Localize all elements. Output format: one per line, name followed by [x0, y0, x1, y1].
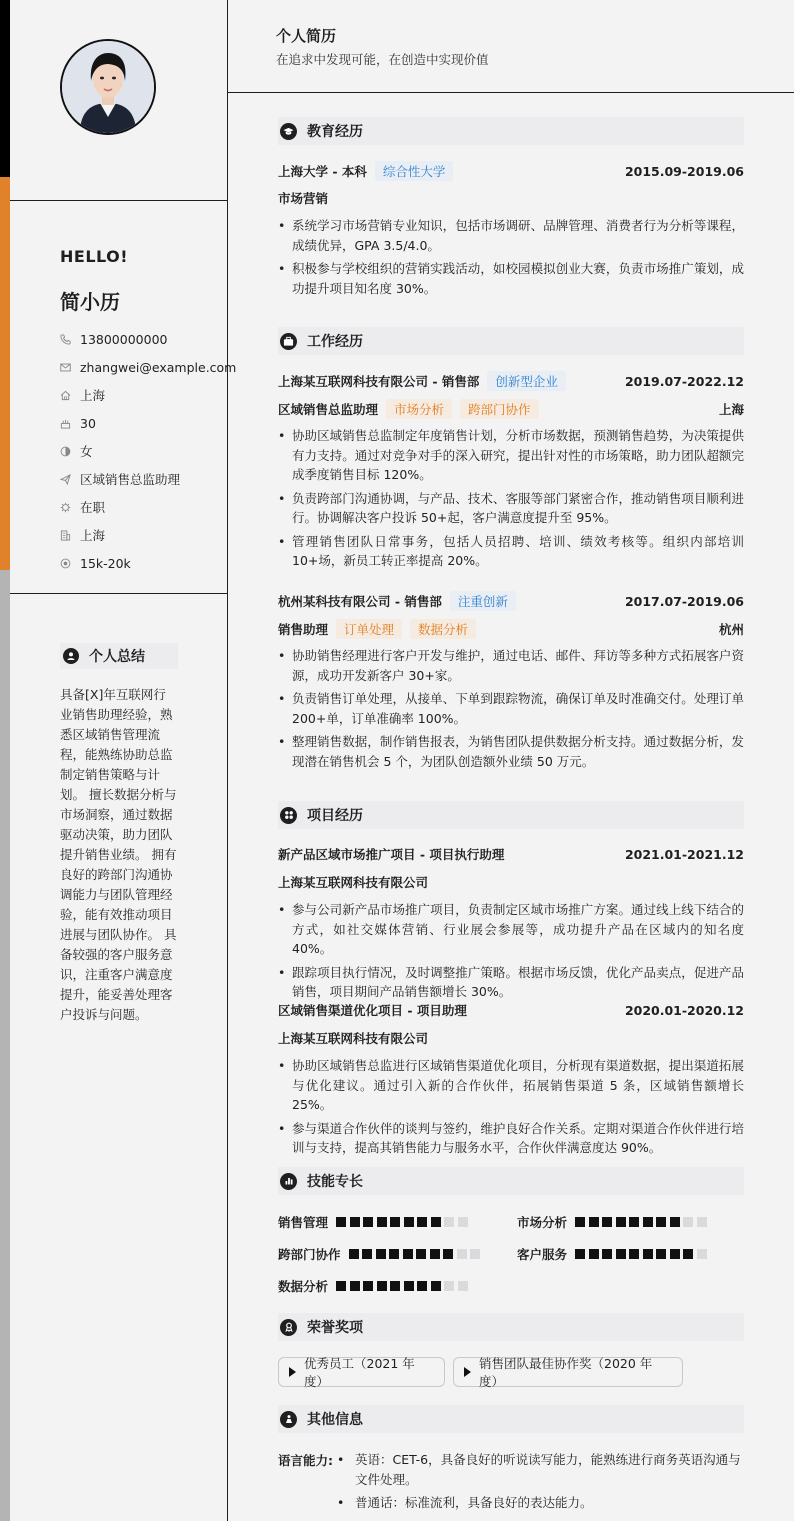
skill-item [278, 1213, 471, 1231]
projects-title: 项目经历 [307, 808, 363, 824]
summary-text: 具备[X]年互联网行业销售助理经验，熟悉区域销售管理流程，能熟练协助总监制定销售策略与计划。 擅长数据分析与市场洞察，通过数据驱动决策，助力团队提升销售业绩。 拥有良好的跨部门沟通协调能力与团队管理经验，能有效推动项目进展与团队协作。 具备较强的客户服务意识，注重客户满意度提升，能妥善处理客户投诉与问题。 [60, 687, 177, 1022]
skill-block-filled [363, 1281, 373, 1291]
job-2-role-row [278, 619, 744, 639]
skill-name: 跨部门协作 [278, 1247, 341, 1262]
home-icon [60, 390, 71, 401]
skill-block-filled [404, 1217, 414, 1227]
page-header [228, 0, 794, 93]
skill-block-filled [377, 1281, 387, 1291]
project-2-company-row [278, 1029, 744, 1047]
work-city-text: 上海 [80, 528, 106, 543]
job-2-company: 杭州某科技有限公司 - 销售部 [278, 594, 442, 609]
skill-name: 市场分析 [517, 1215, 568, 1230]
school-tag: 综合性大学 [375, 161, 454, 181]
skill-level-bar [575, 1249, 710, 1259]
person-name: 简小历 [60, 290, 120, 314]
skill-block-filled [683, 1249, 693, 1259]
skill-block-empty [457, 1249, 467, 1259]
info-row-status [60, 493, 225, 521]
skills-heading [278, 1167, 744, 1195]
other-heading [278, 1405, 744, 1433]
skill-block-filled [417, 1217, 427, 1227]
skill-block-filled [377, 1217, 387, 1227]
skill-block-filled [656, 1249, 666, 1259]
page-subtitle: 在追求中发现可能，在创造中实现价值 [276, 52, 489, 67]
job-2-bullets [278, 646, 744, 775]
education-date: 2015.09-2019.06 [624, 163, 744, 179]
project-1-company: 上海某互联网科技有限公司 [278, 875, 429, 890]
grid-icon [280, 807, 297, 824]
list-item: • 协助区域销售总监进行区域销售渠道优化项目，分析现有渠道数据，提出渠道拓展与优化建议。通过引入新的合作伙伴，拓展销售渠道 5 条，区域销售额增长 25%。 [278, 1056, 744, 1115]
user-icon [63, 648, 79, 664]
project-1-company-row [278, 873, 744, 891]
skill-block-filled [589, 1249, 599, 1259]
accent-bar-black [0, 0, 10, 177]
skill-block-filled [404, 1281, 414, 1291]
skill-block-empty [470, 1249, 480, 1259]
skill-item [517, 1245, 710, 1263]
skill-block-filled [390, 1217, 400, 1227]
skill-block-filled [389, 1249, 399, 1259]
avatar-portrait [62, 41, 154, 133]
age-text: 30 [80, 415, 96, 431]
skill-block-filled [349, 1249, 359, 1259]
status-icon [60, 502, 71, 513]
hello-heading: HELLO! [60, 247, 129, 266]
skill-block-filled [575, 1217, 585, 1227]
other-title: 其他信息 [307, 1412, 363, 1428]
send-icon [60, 474, 71, 485]
list-item: • 系统学习市场营销专业知识，包括市场调研、品牌管理、消费者行为分析等课程，成绩优异，GPA 3.5/4.0。 [278, 216, 744, 255]
skill-block-filled [350, 1281, 360, 1291]
info-row-city [60, 381, 225, 409]
phone-text: 13800000000 [80, 331, 168, 347]
project-2-company: 上海某互联网科技有限公司 [278, 1031, 429, 1046]
skill-block-filled [336, 1217, 346, 1227]
gender-text: 女 [80, 444, 93, 459]
sidebar [0, 0, 237, 1521]
skill-block-empty [697, 1249, 707, 1259]
skill-item [278, 1277, 471, 1295]
skill-name: 数据分析 [278, 1279, 329, 1294]
language-list [335, 1450, 745, 1517]
skill-block-empty [697, 1217, 707, 1227]
age-icon [60, 418, 71, 429]
list-item: • 参与渠道合作伙伴的谈判与签约，维护良好合作关系。定期对渠道合作伙伴进行培训与支持，提高其销售能力与服务水平，合作伙伴满意度达 90%。 [278, 1119, 744, 1158]
award-icon [280, 1319, 297, 1336]
skill-block-filled [575, 1249, 585, 1259]
accent-bar-gray [0, 570, 10, 1521]
skill-block-empty [444, 1217, 454, 1227]
awards-heading [278, 1313, 744, 1341]
major-row [278, 189, 744, 207]
graduation-cap-icon [280, 123, 297, 140]
summary-heading [60, 643, 178, 669]
skill-name: 销售管理 [278, 1215, 329, 1230]
divider [10, 200, 228, 201]
award-label: 销售团队最佳协作奖（2020 年度） [479, 1356, 653, 1389]
skill-block-filled [376, 1249, 386, 1259]
list-item: • 协助销售经理进行客户开发与维护，通过电话、邮件、拜访等多种方式拓展客户资源，成功开发新客户 30+家。 [278, 646, 744, 685]
info-row-salary [60, 549, 225, 577]
skill-block-filled [616, 1249, 626, 1259]
skill-block-filled [670, 1249, 680, 1259]
skill-item [278, 1245, 484, 1263]
major: 市场营销 [278, 191, 329, 206]
list-item: • 普通话：标准流利，具备良好的表达能力。 [335, 1493, 745, 1513]
skill-level-bar [575, 1217, 710, 1227]
info-row-position [60, 465, 225, 493]
award-chip[interactable] [453, 1357, 683, 1387]
bar-chart-icon [280, 1173, 297, 1190]
skill-block-filled [443, 1249, 453, 1259]
job-1-location: 上海 [718, 402, 744, 417]
divider [10, 593, 228, 594]
job-1-bullets [278, 426, 744, 575]
info-row-phone [60, 325, 225, 353]
skill-block-filled [629, 1249, 639, 1259]
job-2-tag: 订单处理 [336, 619, 402, 639]
salary-text: 15k-20k [80, 555, 131, 571]
skill-block-filled [350, 1217, 360, 1227]
info-row-age [60, 409, 225, 437]
skill-block-empty [458, 1281, 468, 1291]
skill-block-filled [363, 1217, 373, 1227]
job-2-tag: 数据分析 [410, 619, 476, 639]
job-1-company-tag: 创新型企业 [487, 371, 566, 391]
email-text: zhangwei@example.com [80, 359, 237, 375]
skill-block-filled [589, 1217, 599, 1227]
building-icon [60, 530, 71, 541]
skill-block-filled [430, 1249, 440, 1259]
skills-title: 技能专长 [307, 1174, 363, 1190]
job-2-role: 销售助理 [278, 622, 329, 637]
list-item: • 跟踪项目执行情况，及时调整推广策略。根据市场反馈，优化产品卖点，促进产品销售，项目期间产品销售额增长 30%。 [278, 963, 744, 1002]
job-2-date: 2017.07-2019.06 [624, 593, 744, 609]
job-1-role-row [278, 399, 744, 419]
skill-block-filled [670, 1217, 680, 1227]
gender-icon [60, 446, 71, 457]
skill-block-empty [458, 1217, 468, 1227]
list-item: • 整理销售数据，制作销售报表，为销售团队提供数据分析支持。通过数据分析，发现潜在销售机会 5 个，为团队创造额外业绩 50 万元。 [278, 732, 744, 771]
project-1-bullets [278, 900, 744, 1006]
person-info-icon [280, 1411, 297, 1428]
list-item: • 英语：CET-6，具备良好的听说读写能力，能熟练进行商务英语沟通与文件处理。 [335, 1450, 745, 1489]
project-2-date: 2020.01-2020.12 [624, 1002, 744, 1018]
accent-bar-orange [0, 177, 10, 570]
education-title: 教育经历 [307, 124, 363, 140]
skill-level-bar [336, 1217, 471, 1227]
work-heading [278, 327, 744, 355]
phone-icon [60, 334, 71, 345]
skill-block-filled [616, 1217, 626, 1227]
skill-block-filled [431, 1217, 441, 1227]
education-bullets [278, 216, 744, 302]
status-text: 在职 [80, 500, 106, 515]
salary-icon [60, 558, 71, 569]
projects-heading [278, 801, 744, 829]
list-item: • 负责跨部门沟通协调，与产品、技术、客服等部门紧密合作，推动销售项目顺利进行。协调解决客户投诉 50+起，客户满意度提升至 95%。 [278, 489, 744, 528]
education-heading [278, 117, 744, 145]
skill-block-filled [390, 1281, 400, 1291]
skill-block-filled [403, 1249, 413, 1259]
skill-block-filled [431, 1281, 441, 1291]
skill-block-filled [656, 1217, 666, 1227]
info-row-work-city [60, 521, 225, 549]
job-1-header [278, 371, 744, 391]
skill-item [517, 1213, 710, 1231]
skill-block-filled [629, 1217, 639, 1227]
awards-title: 荣誉奖项 [307, 1320, 363, 1336]
skill-block-empty [683, 1217, 693, 1227]
list-item: • 负责销售订单处理，从接单、下单到跟踪物流，确保订单及时准确交付。处理订单 200+单，订单准确率 100%。 [278, 689, 744, 728]
summary-title: 个人总结 [89, 649, 145, 665]
language-label: 语言能力: [278, 1453, 333, 1468]
job-2-company-tag: 注重创新 [450, 591, 516, 611]
skill-level-bar [336, 1281, 471, 1291]
job-2-header [278, 591, 744, 611]
award-label: 优秀员工（2021 年度） [304, 1356, 415, 1389]
page-title: 个人简历 [276, 27, 337, 45]
work-title: 工作经历 [307, 334, 363, 350]
mail-icon [60, 362, 71, 373]
list-item: • 管理销售团队日常事务，包括人员招聘、培训、绩效考核等。组织内部培训 10+场，新员工转正率提高 20%。 [278, 532, 744, 571]
project-2-header [278, 1001, 744, 1019]
job-1-tag: 跨部门协作 [460, 399, 539, 419]
job-1-company: 上海某互联网科技有限公司 - 销售部 [278, 374, 480, 389]
job-1-tag: 市场分析 [386, 399, 452, 419]
skill-block-empty [444, 1281, 454, 1291]
info-row-gender [60, 437, 225, 465]
play-triangle-icon [464, 1367, 471, 1377]
project-2-name: 区域销售渠道优化项目 - 项目助理 [278, 1003, 467, 1018]
skill-block-filled [362, 1249, 372, 1259]
project-1-date: 2021.01-2021.12 [624, 846, 744, 862]
skill-block-filled [643, 1249, 653, 1259]
avatar [60, 39, 156, 135]
info-row-email [60, 353, 237, 381]
award-chip[interactable] [278, 1357, 445, 1387]
skill-block-filled [602, 1249, 612, 1259]
list-item: • 协助区域销售总监制定年度销售计划，分析市场数据，预测销售趋势，为决策提供有力支持。通过对竞争对手的深入研究，提出针对性的市场策略，助力团队超额完成季度销售目标 120%。 [278, 426, 744, 485]
list-item: • 积极参与学校组织的营销实践活动，如校园模拟创业大赛，负责市场推广策划，成功提升项目知名度 30%。 [278, 259, 744, 298]
job-1-date: 2019.07-2022.12 [624, 373, 744, 389]
job-1-role: 区域销售总监助理 [278, 402, 379, 417]
play-triangle-icon [289, 1367, 296, 1377]
city-text: 上海 [80, 388, 106, 403]
job-2-location: 杭州 [718, 622, 744, 637]
skill-name: 客户服务 [517, 1247, 568, 1262]
position-text: 区域销售总监助理 [80, 472, 181, 487]
project-2-bullets [278, 1056, 744, 1162]
project-1-name: 新产品区域市场推广项目 - 项目执行助理 [278, 847, 505, 862]
skill-block-filled [417, 1281, 427, 1291]
skill-block-filled [336, 1281, 346, 1291]
skill-level-bar [349, 1249, 484, 1259]
skill-block-filled [643, 1217, 653, 1227]
skill-block-filled [416, 1249, 426, 1259]
skill-block-filled [602, 1217, 612, 1227]
school-name: 上海大学 - 本科 [278, 164, 367, 179]
education-header-row [278, 161, 744, 181]
list-item: • 参与公司新产品市场推广项目，负责制定区域市场推广方案。通过线上线下结合的方式，如社交媒体营销、行业展会参展等，成功提升产品在区域内的知名度 40%。 [278, 900, 744, 959]
briefcase-icon [280, 333, 297, 350]
contact-info-list [60, 325, 237, 577]
project-1-header [278, 845, 744, 863]
